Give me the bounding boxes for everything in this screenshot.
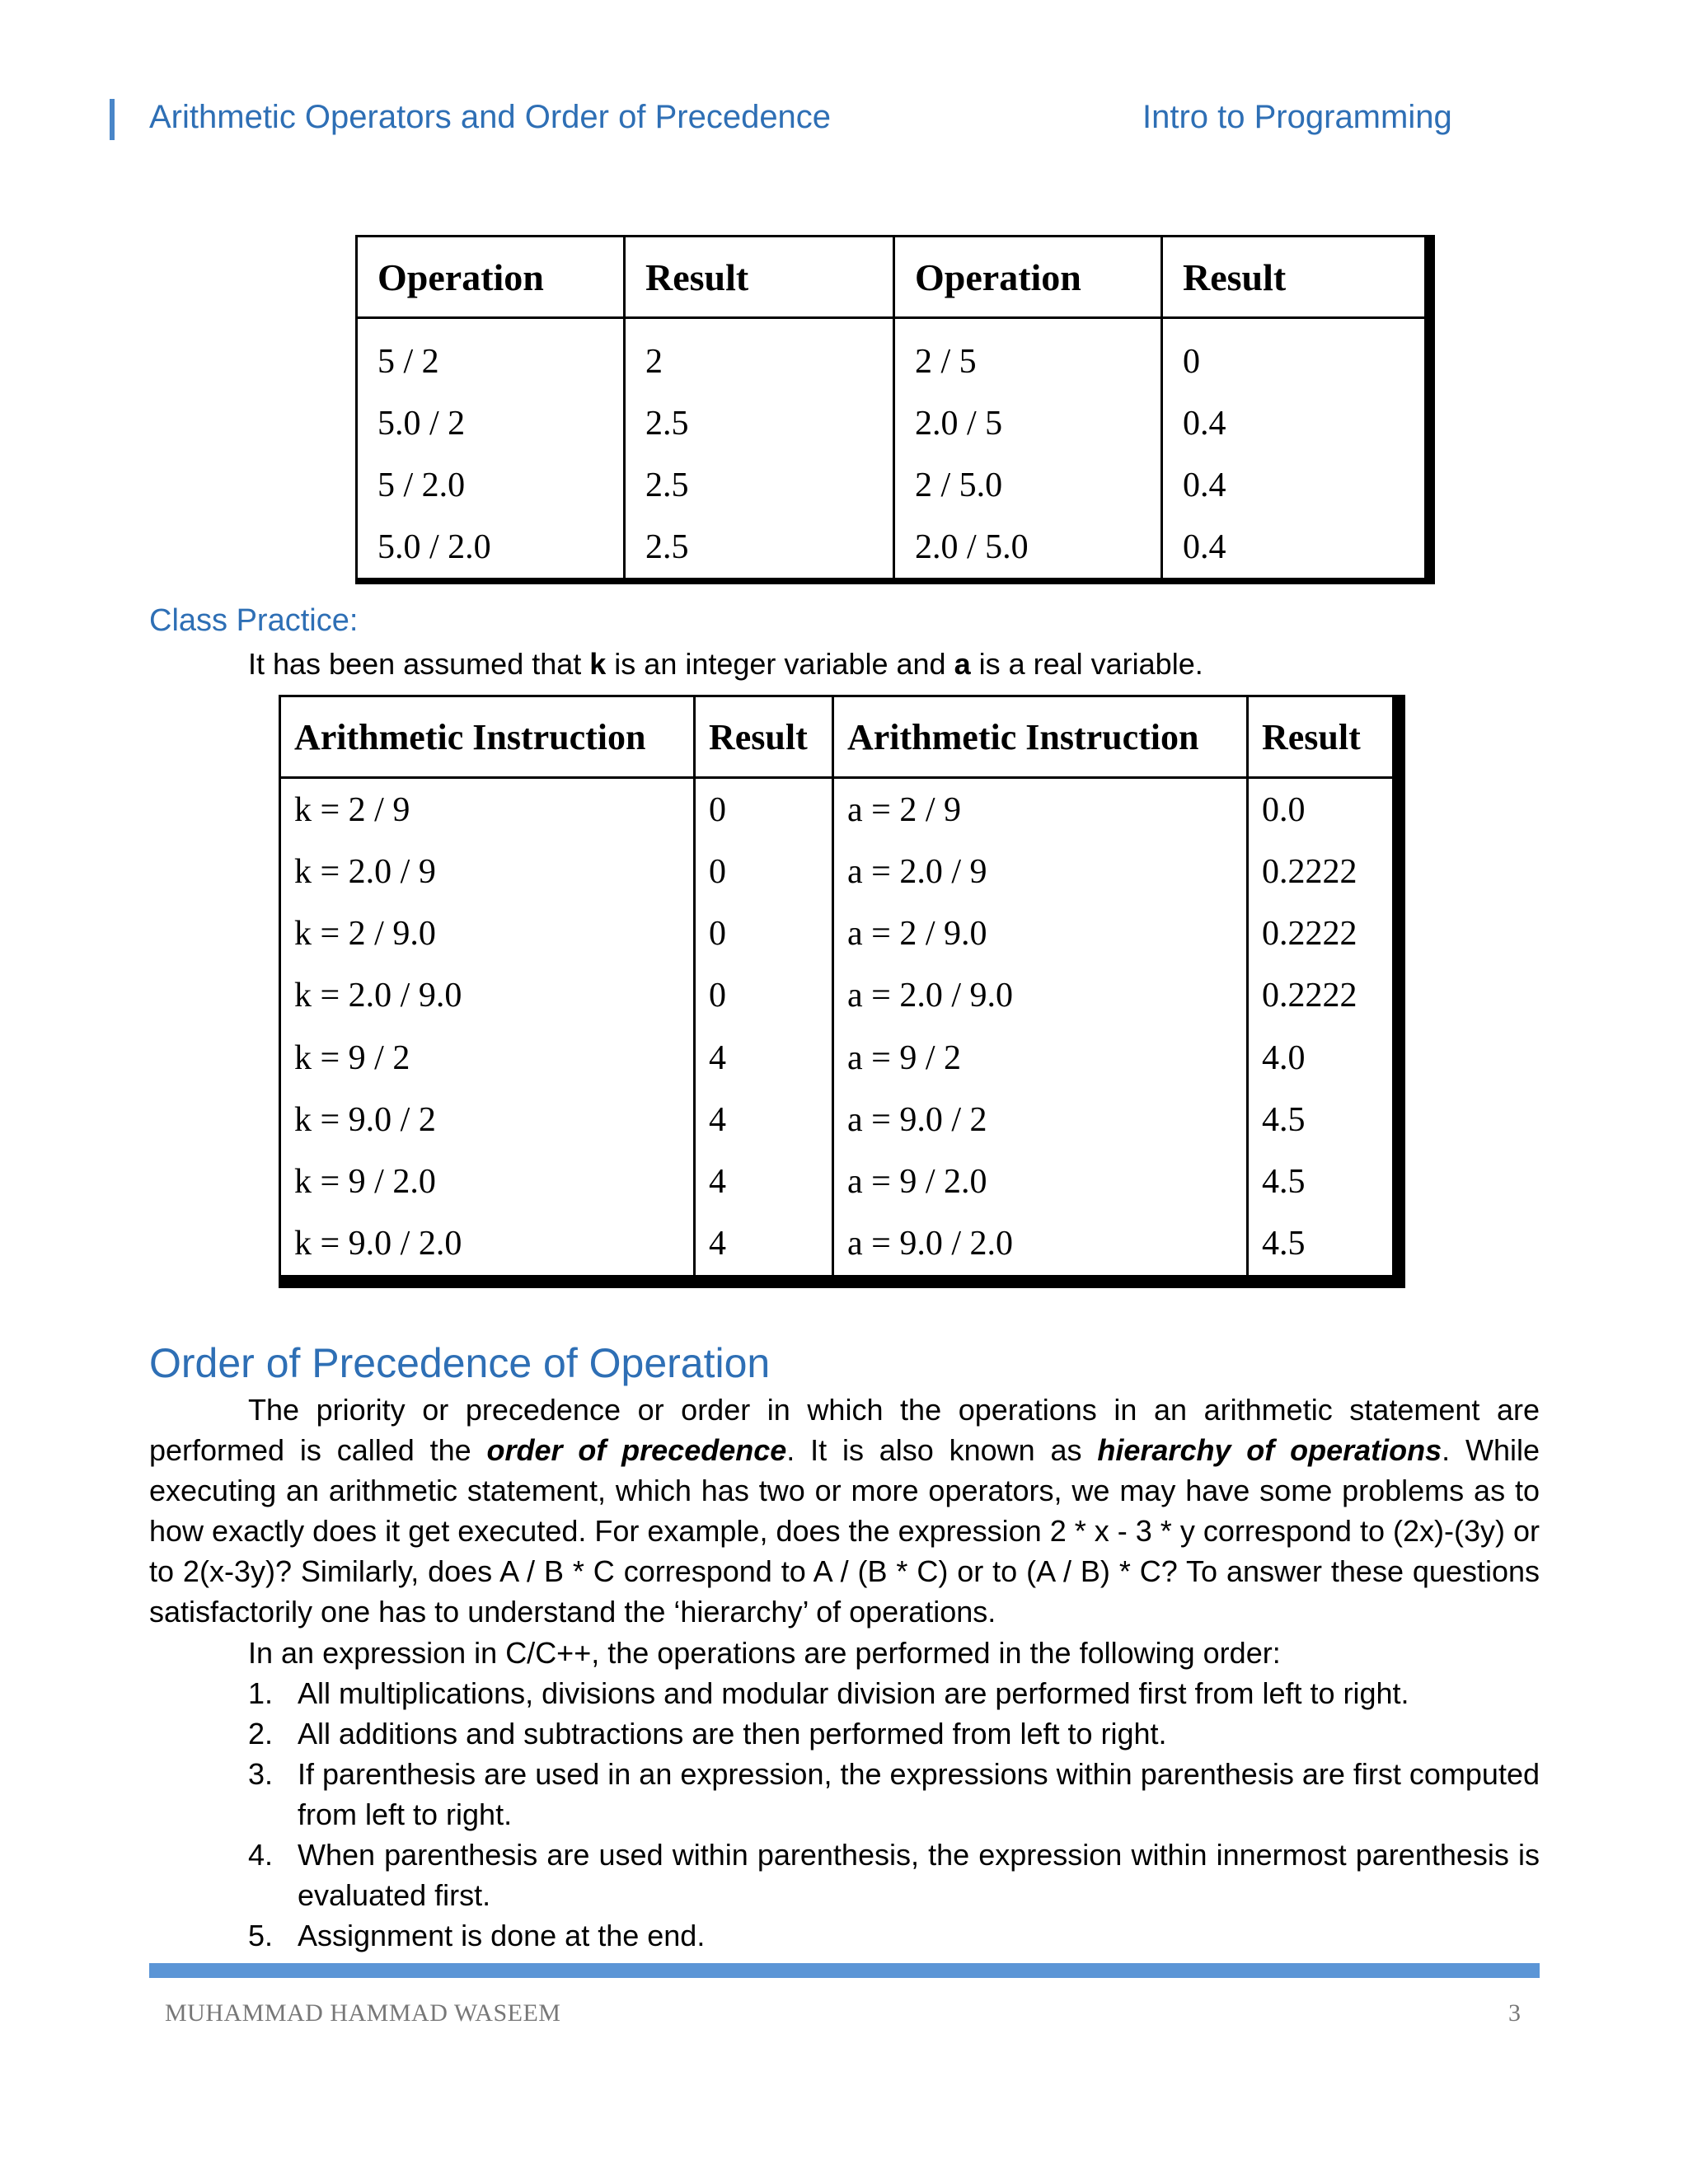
table-cell: 0.2222 <box>1248 965 1394 1027</box>
table-cell: k = 9 / 2 <box>280 1027 695 1089</box>
para-text: The priority or precedence or order in which the operations in an arithmetic statement are performed is called the <box>149 1393 1540 1467</box>
table-cell: 0 <box>695 902 833 964</box>
table-cell: 0 <box>695 965 833 1027</box>
table-cell: 4.5 <box>1248 1213 1394 1275</box>
table-row <box>357 392 1426 454</box>
table-header-cell: Result <box>1162 237 1426 318</box>
list-item-text: All multiplications, divisions and modular division are performed first from left to right. <box>298 1676 1409 1710</box>
table-row <box>280 1151 1394 1212</box>
table-cell: k = 9.0 / 2 <box>280 1089 695 1151</box>
table-cell: 5.0 / 2.0 <box>357 516 625 578</box>
table-cell: 5 / 2.0 <box>357 454 625 516</box>
table-cell: 4 <box>695 1089 833 1151</box>
list-item <box>248 1915 1540 1956</box>
list-item-text: When parenthesis are used within parenthesis, the expression within innermost parenthesis is evaluated first. <box>298 1838 1540 1912</box>
list-item-number: 4. <box>248 1838 274 1872</box>
table-cell: 2 / 5.0 <box>894 454 1162 516</box>
table-cell: 4 <box>695 1151 833 1212</box>
list-item-number: 2. <box>248 1717 274 1750</box>
list-item-text: All additions and subtractions are then performed from left to right. <box>298 1717 1167 1750</box>
table-cell: k = 9.0 / 2.0 <box>280 1213 695 1275</box>
list-item <box>248 1673 1540 1713</box>
table-cell: 0 <box>695 778 833 841</box>
table-cell: 0.0 <box>1248 778 1394 841</box>
division-results-table <box>355 235 1427 578</box>
para-text: . It is also known as <box>786 1433 1098 1467</box>
table-cell: a = 9.0 / 2.0 <box>833 1213 1248 1275</box>
table-cell: 5.0 / 2 <box>357 392 625 454</box>
table-row <box>357 516 1426 578</box>
table-header-cell: Operation <box>357 237 625 318</box>
list-item-text: If parenthesis are used in an expression, the expressions within parenthesis are first computed from left to right. <box>298 1757 1540 1831</box>
table-cell: 2.5 <box>625 454 894 516</box>
table-cell: 0.4 <box>1162 516 1426 578</box>
header-chapter-title: Arithmetic Operators and Order of Precedence <box>149 99 832 135</box>
table-row <box>280 778 1394 841</box>
table-header-row <box>280 696 1394 778</box>
table-cell: 0.2222 <box>1248 841 1394 902</box>
table-cell: 2.0 / 5.0 <box>894 516 1162 578</box>
para-term-hierarchy: hierarchy of operations <box>1097 1433 1442 1467</box>
practice-results-table <box>279 695 1395 1275</box>
intro-var-k: k <box>589 647 607 681</box>
table-cell: a = 9.0 / 2 <box>833 1089 1248 1151</box>
table-cell: 0.4 <box>1162 392 1426 454</box>
class-practice-intro <box>248 647 1203 682</box>
footer-rule <box>149 1963 1540 1978</box>
division-table-shadow <box>355 235 1435 584</box>
list-item <box>248 1713 1540 1754</box>
table-row <box>280 1027 1394 1089</box>
table-cell: 4 <box>695 1213 833 1275</box>
table-cell: 2.5 <box>625 392 894 454</box>
list-item <box>248 1754 1540 1835</box>
para-text: . While executing an arithmetic statement, which has two or more operators, we may have some problems as to how exactly does it get executed. For example, does the expression 2 * x - 3 * y correspond to (2x)-(3y) or to 2(x-3y)? Similarly, does A / B * C correspond to A / (B * C) or to (A / B) * C? To answer these questions satisfactorily one has to understand the ‘hierarchy’ of operations. <box>149 1433 1540 1629</box>
list-item-number: 1. <box>248 1676 274 1710</box>
table-cell: 0 <box>695 841 833 902</box>
intro-text: is an integer variable and <box>606 647 954 681</box>
para-term-order: order of precedence <box>486 1433 787 1467</box>
table-cell: 2 <box>625 318 894 393</box>
table-cell: 2.5 <box>625 516 894 578</box>
table-row <box>357 454 1426 516</box>
table-row <box>280 1213 1394 1275</box>
header-accent-bar <box>110 99 115 140</box>
table-cell: 4.5 <box>1248 1089 1394 1151</box>
table-row <box>280 841 1394 902</box>
table-header-cell: Result <box>625 237 894 318</box>
footer-page-number: 3 <box>1508 1999 1521 2027</box>
table-row <box>280 965 1394 1027</box>
table-header-cell: Result <box>1248 696 1394 778</box>
table-cell: a = 2.0 / 9 <box>833 841 1248 902</box>
class-practice-heading: Class Practice: <box>149 603 359 638</box>
table-cell: 5 / 2 <box>357 318 625 393</box>
table-cell: a = 9 / 2.0 <box>833 1151 1248 1212</box>
list-item-number: 3. <box>248 1757 274 1791</box>
practice-table-shadow <box>279 695 1405 1288</box>
table-cell: 0.4 <box>1162 454 1426 516</box>
table-cell: a = 2 / 9 <box>833 778 1248 841</box>
table-header-cell: Result <box>695 696 833 778</box>
table-cell: k = 2.0 / 9 <box>280 841 695 902</box>
order-list-intro: In an expression in C/C++, the operations are performed in the following order: <box>248 1636 1281 1670</box>
list-item-number: 5. <box>248 1919 274 1952</box>
footer-author: MUHAMMAD HAMMAD WASEEM <box>165 1999 561 2027</box>
table-cell: 0.2222 <box>1248 902 1394 964</box>
table-cell: 4.0 <box>1248 1027 1394 1089</box>
order-section-heading: Order of Precedence of Operation <box>149 1340 771 1386</box>
table-cell: k = 2 / 9 <box>280 778 695 841</box>
list-item-text: Assignment is done at the end. <box>298 1919 706 1952</box>
order-paragraph <box>149 1390 1540 1632</box>
table-cell: 2.0 / 5 <box>894 392 1162 454</box>
table-cell: a = 2.0 / 9.0 <box>833 965 1248 1027</box>
list-item <box>248 1835 1540 1915</box>
table-cell: 2 / 5 <box>894 318 1162 393</box>
table-cell: 4 <box>695 1027 833 1089</box>
table-cell: 4.5 <box>1248 1151 1394 1212</box>
table-cell: k = 9 / 2.0 <box>280 1151 695 1212</box>
table-row <box>280 902 1394 964</box>
table-cell: k = 2 / 9.0 <box>280 902 695 964</box>
table-cell: k = 2.0 / 9.0 <box>280 965 695 1027</box>
intro-text: is a real variable. <box>970 647 1203 681</box>
table-cell: a = 2 / 9.0 <box>833 902 1248 964</box>
table-header-cell: Operation <box>894 237 1162 318</box>
header-course-title: Intro to Programming <box>1142 99 1452 135</box>
intro-var-a: a <box>954 647 971 681</box>
precedence-rules-list <box>248 1673 1540 1956</box>
table-header-row <box>357 237 1426 318</box>
intro-text: It has been assumed that <box>248 647 590 681</box>
table-cell: 0 <box>1162 318 1426 393</box>
table-row <box>357 318 1426 393</box>
table-row <box>280 1089 1394 1151</box>
table-cell: a = 9 / 2 <box>833 1027 1248 1089</box>
table-header-cell: Arithmetic Instruction <box>833 696 1248 778</box>
table-header-cell: Arithmetic Instruction <box>280 696 695 778</box>
